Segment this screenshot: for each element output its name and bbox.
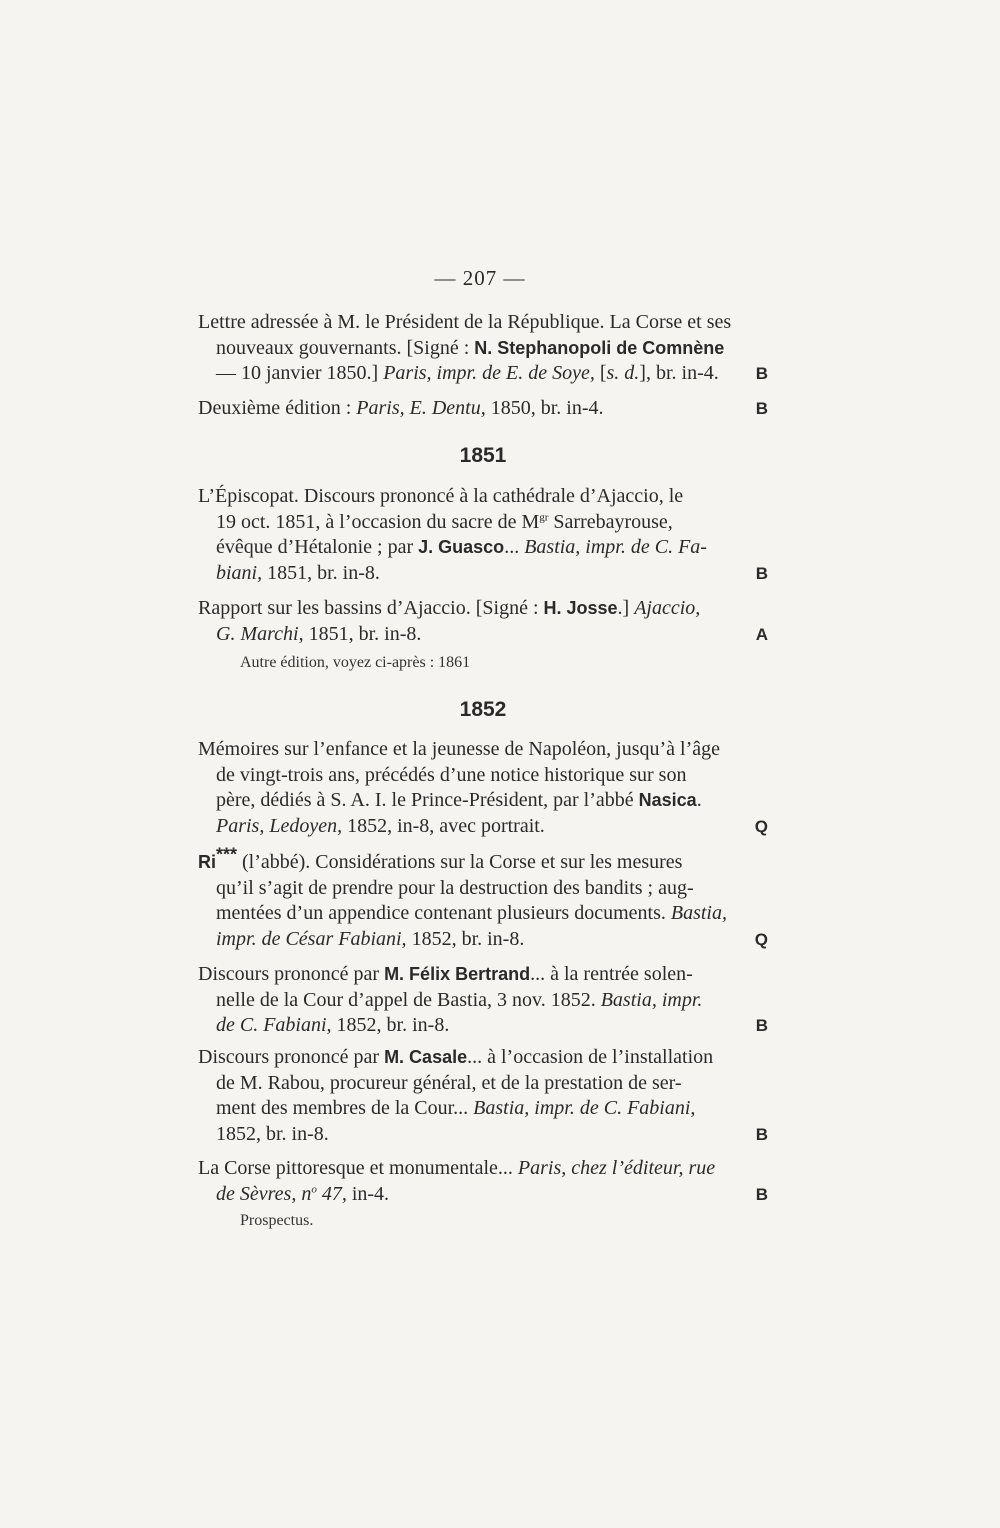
entry-line: de vingt-trois ans, précédés d’une notice historique sur son	[216, 763, 687, 786]
author-name: H. Josse	[543, 598, 618, 618]
entry-line: Ri*** (l’abbé). Considérations sur la Corse et sur les mesures	[198, 844, 683, 873]
entry-line: Discours prononcé par M. Casale... à l’occasion de l’installation	[198, 1046, 714, 1068]
entry-line: 1852, br. in-8. B	[198, 1122, 768, 1148]
library-code: Q	[754, 816, 768, 836]
library-code: B	[755, 1184, 768, 1204]
entry-line: mentées d’un appendice contenant plusieurs documents. Bastia,	[216, 902, 727, 924]
entry-line: L’Épiscopat. Discours prononcé à la cathédrale d’Ajaccio, le	[198, 485, 684, 507]
year-heading: 1851	[459, 444, 507, 467]
author-name: Nasica	[638, 790, 697, 810]
bibliography-entry	[198, 596, 768, 647]
entry-line: Mémoires sur l’enfance et la jeunesse de Napoléon, jusqu’à l’âge	[198, 738, 721, 760]
library-code: B	[755, 1016, 768, 1035]
library-code: B	[755, 563, 768, 583]
entry-line: de Sèvres, $n^o$ 47, in-4. B	[198, 1182, 768, 1208]
entry-line: Deuxième édition : Paris, E. Dentu, 1850, br. in-4. B	[198, 396, 768, 422]
bibliography-entry	[198, 844, 768, 952]
bibliography-entry	[198, 737, 768, 839]
entry-line: La Corse pittoresque et monumentale... Paris, chez l’éditeur, rue	[198, 1157, 716, 1179]
author-name: N. Stephanopoli de Comnène	[474, 337, 725, 358]
entry-line: biani, 1851, br. in-8. B	[198, 561, 768, 587]
library-code: B	[755, 364, 768, 383]
bibliography-entry	[198, 1156, 768, 1207]
bibliography-entry	[198, 310, 768, 387]
library-code: Q	[754, 929, 768, 949]
page-number: — 207 —	[434, 266, 526, 290]
entry-line: Rapport sur les bassins d’Ajaccio. [Signé : H. Josse.] Ajaccio,	[198, 597, 701, 619]
entry-line: nelle de la Cour d’appel de Bastia, 3 nov. 1852. Bastia, impr.	[216, 988, 703, 1011]
entry-line: Paris, Ledoyen, 1852, in-8, avec portrait. Q	[198, 814, 768, 840]
bibliography-entry	[198, 484, 768, 586]
author-name: Ri	[198, 852, 216, 872]
author-name: J. Guasco	[418, 537, 505, 557]
library-code: B	[755, 1124, 768, 1144]
entry-line: impr. de César Fabiani, 1852, br. in-8. Q	[198, 927, 768, 953]
entry-line: 19 oct. 1851, à l’occasion du sacre de $M^{gr}$ Sarrebayrouse,	[216, 510, 673, 533]
entry-line: Lettre adressée à M. le Président de la République. La Corse et ses	[198, 311, 732, 333]
bibliography-entry	[198, 396, 768, 422]
bibliography-entry	[198, 962, 768, 1039]
entry-line: G. Marchi, 1851, br. in-8. A	[198, 622, 768, 648]
year-heading: 1852	[459, 698, 507, 721]
entry-line: Discours prononcé par M. Félix Bertrand... à la rentrée solen-	[198, 963, 693, 985]
entry-line: père, dédiés à S. A. I. le Prince-Président, par l’abbé Nasica.	[216, 789, 702, 811]
entry-line: évêque d’Hétalonie ; par J. Guasco... Bastia, impr. de C. Fa-	[216, 536, 707, 558]
library-code: B	[755, 399, 768, 418]
entry-line: ment des membres de la Cour... Bastia, impr. de C. Fabiani,	[216, 1097, 696, 1119]
edition-note: Prospectus.	[240, 1212, 314, 1229]
author-name: M. Félix Bertrand	[384, 964, 531, 984]
entry-line: de C. Fabiani, 1852, br. in-8. B	[198, 1013, 768, 1039]
edition-note: Autre édition, voyez ci-après : 1861	[240, 654, 471, 671]
entry-line: de M. Rabou, procureur général, et de la prestation de ser-	[216, 1071, 682, 1094]
entry-line: — 10 janvier 1850.] Paris, impr. de E. de Soye, [s. d.], br. in-4. B	[198, 361, 768, 387]
library-code: A	[755, 624, 768, 644]
author-name: M. Casale	[384, 1047, 468, 1067]
bibliography-entry	[198, 1045, 768, 1147]
entry-line: nouveaux gouvernants. [Signé : N. Stephanopoli de Comnène	[216, 336, 725, 359]
entry-line: qu’il s’agit de prendre pour la destruction des bandits ; aug-	[216, 876, 694, 899]
